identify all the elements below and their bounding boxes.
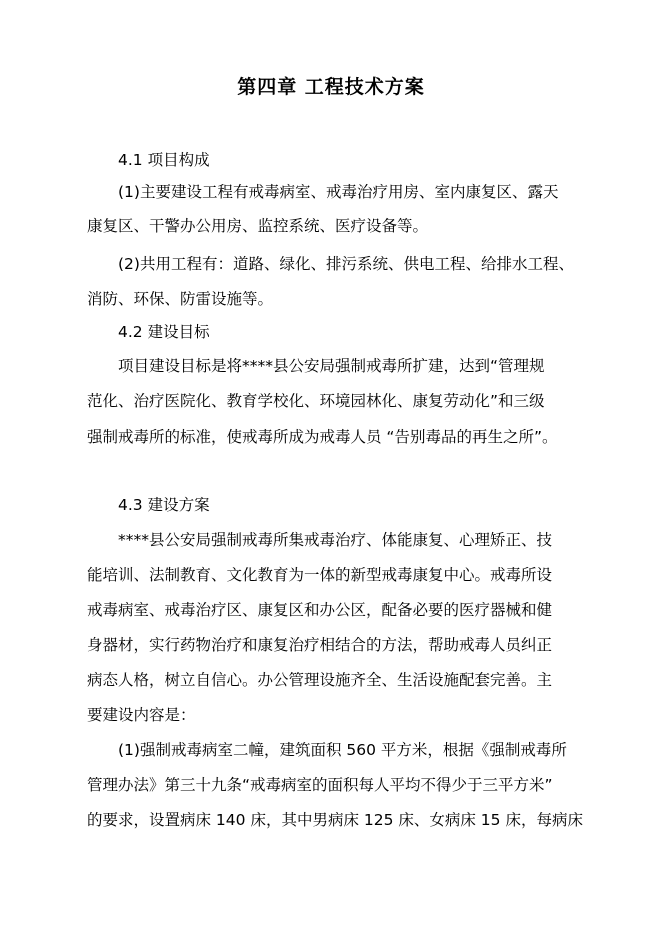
paragraph-line: 康复区、干警办公用房、监控系统、医疗设备等。	[87, 217, 429, 235]
paragraph-line: 能培训、法制教育、文化教育为一体的新型戒毒康复中心。戒毒所设	[87, 566, 553, 584]
section-heading-4-3: 4.3 建设方案	[118, 496, 210, 514]
paragraph-line: ****县公安局强制戒毒所集戒毒治疗、体能康复、心理矫正、技	[118, 531, 553, 549]
paragraph-line: (1)主要建设工程有戒毒病室、戒毒治疗用房、室内康复区、露天	[118, 183, 559, 201]
paragraph-line: 身器材，实行药物治疗和康复治疗相结合的方法，帮助戒毒人员纠正	[87, 636, 553, 654]
paragraph-line: 的要求，设置病床 140 床，其中男病床 125 床、女病床 15 床，每病床	[87, 811, 583, 829]
section-heading-4-1: 4.1 项目构成	[118, 151, 210, 169]
paragraph-line: 消防、环保、防雷设施等。	[87, 290, 274, 308]
paragraph-line: (2)共用工程有：道路、绿化、排污系统、供电工程、给排水工程、	[118, 255, 574, 273]
paragraph-line: 要建设内容是：	[87, 706, 196, 724]
chapter-title: 第四章 工程技术方案	[237, 76, 425, 98]
paragraph-line: 范化、治疗医院化、教育学校化、环境园林化、康复劳动化”和三级	[87, 392, 545, 410]
paragraph-line: 管理办法》第三十九条“戒毒病室的面积每人平均不得少于三平方米”	[87, 776, 553, 794]
paragraph-line: 戒毒病室、戒毒治疗区、康复区和办公区，配备必要的医疗器械和健	[87, 601, 553, 619]
paragraph-line: 病态人格，树立自信心。办公管理设施齐全、生活设施配套完善。主	[87, 671, 553, 689]
paragraph-line: (1)强制戒毒病室二幢，建筑面积 560 平方米，根据《强制戒毒所	[118, 741, 567, 759]
paragraph-line: 强制戒毒所的标准，使戒毒所成为戒毒人员 “告别毒品的再生之所”。	[87, 428, 558, 446]
section-heading-4-2: 4.2 建设目标	[118, 323, 210, 341]
paragraph-line: 项目建设目标是将****县公安局强制戒毒所扩建，达到“管理规	[118, 357, 545, 375]
